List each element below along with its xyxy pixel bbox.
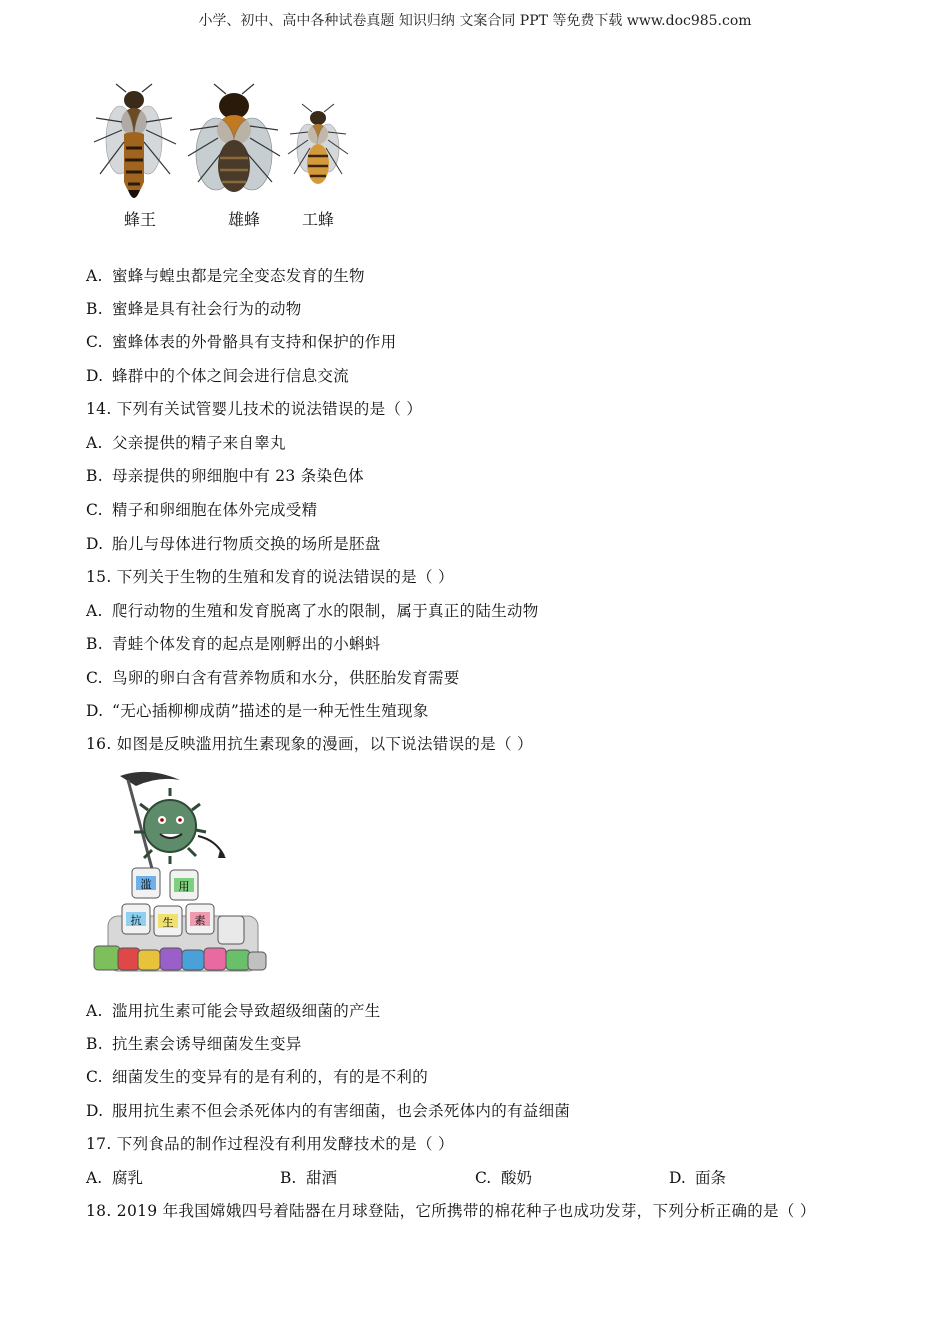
cartoon-char-2: 用 bbox=[178, 880, 190, 893]
page-header: 小学、初中、高中各种试卷真题 知识归纳 文案合同 PPT 等免费下载 www.doc985.com bbox=[198, 13, 752, 29]
superbug-germ-icon bbox=[134, 788, 226, 864]
cartoon-char-5: 素 bbox=[194, 914, 206, 927]
worker-bee-illustration bbox=[288, 104, 348, 184]
q14-option-b: B. 母亲提供的卵细胞中有 23 条染色体 bbox=[86, 467, 364, 485]
q15-option-d: D. “无心插柳柳成荫”描述的是一种无性生殖现象 bbox=[86, 702, 429, 720]
q16-stem: 16. 如图是反映滥用抗生素现象的漫画，以下说法错误的是（ ） bbox=[86, 735, 533, 753]
q17-option-c: C. 酸奶 bbox=[475, 1169, 533, 1187]
drone-bee-label: 雄蜂 bbox=[227, 210, 261, 229]
q14-option-d: D. 胎儿与母体进行物质交换的场所是胚盘 bbox=[86, 535, 381, 553]
q18-stem: 18. 2019 年我国嫦娥四号着陆器在月球登陆，它所携带的棉花种子也成功发芽，下列分析正确的是（ ） bbox=[86, 1202, 816, 1220]
q17-stem: 17. 下列食品的制作过程没有利用发酵技术的是（ ） bbox=[86, 1135, 454, 1153]
q13-option-a: A. 蜜蜂与蝗虫都是完全变态发育的生物 bbox=[86, 267, 365, 285]
cartoon-char-3: 抗 bbox=[130, 914, 142, 927]
worker-bee-label: 工蜂 bbox=[301, 210, 335, 229]
q16-option-c: C. 细菌发生的变异有的是有利的，有的是不利的 bbox=[86, 1068, 429, 1086]
drone-bee-illustration bbox=[188, 84, 280, 192]
q17-options-row bbox=[86, 1168, 886, 1188]
bee-castes-figure bbox=[86, 82, 366, 242]
antibiotic-abuse-cartoon bbox=[88, 766, 272, 978]
q15-stem: 15. 下列关于生物的生殖和发育的说法错误的是（ ） bbox=[86, 568, 454, 586]
cartoon-char-1: 滥 bbox=[140, 878, 152, 891]
q15-option-b: B. 青蛙个体发育的起点是刚孵出的小蝌蚪 bbox=[86, 635, 381, 653]
q15-option-a: A. 爬行动物的生殖和发育脱离了水的限制，属于真正的陆生动物 bbox=[86, 602, 539, 620]
queen-bee-illustration bbox=[94, 84, 176, 198]
q17-option-d: D. 面条 bbox=[669, 1169, 727, 1187]
q17-option-b: B. 甜酒 bbox=[280, 1169, 338, 1187]
q14-option-c: C. 精子和卵细胞在体外完成受精 bbox=[86, 501, 318, 519]
queen-bee-label: 蜂王 bbox=[123, 210, 157, 229]
q17-option-a: A. 腐乳 bbox=[86, 1169, 144, 1187]
q16-option-b: B. 抗生素会诱导细菌发生变异 bbox=[86, 1035, 302, 1053]
q16-option-d: D. 服用抗生素不但会杀死体内的有害细菌，也会杀死体内的有益细菌 bbox=[86, 1102, 571, 1120]
q14-option-a: A. 父亲提供的精子来自睾丸 bbox=[86, 434, 286, 452]
q15-option-c: C. 鸟卵的卵白含有营养物质和水分，供胚胎发育需要 bbox=[86, 669, 460, 687]
q13-option-c: C. 蜜蜂体表的外骨骼具有支持和保护的作用 bbox=[86, 333, 397, 351]
q13-option-b: B. 蜜蜂是具有社会行为的动物 bbox=[86, 300, 302, 318]
q14-stem: 14. 下列有关试管婴儿技术的说法错误的是（ ） bbox=[86, 400, 423, 418]
q16-option-a: A. 滥用抗生素可能会导致超级细菌的产生 bbox=[86, 1002, 381, 1020]
cartoon-char-4: 生 bbox=[162, 916, 174, 929]
q13-option-d: D. 蜂群中的个体之间会进行信息交流 bbox=[86, 367, 350, 385]
